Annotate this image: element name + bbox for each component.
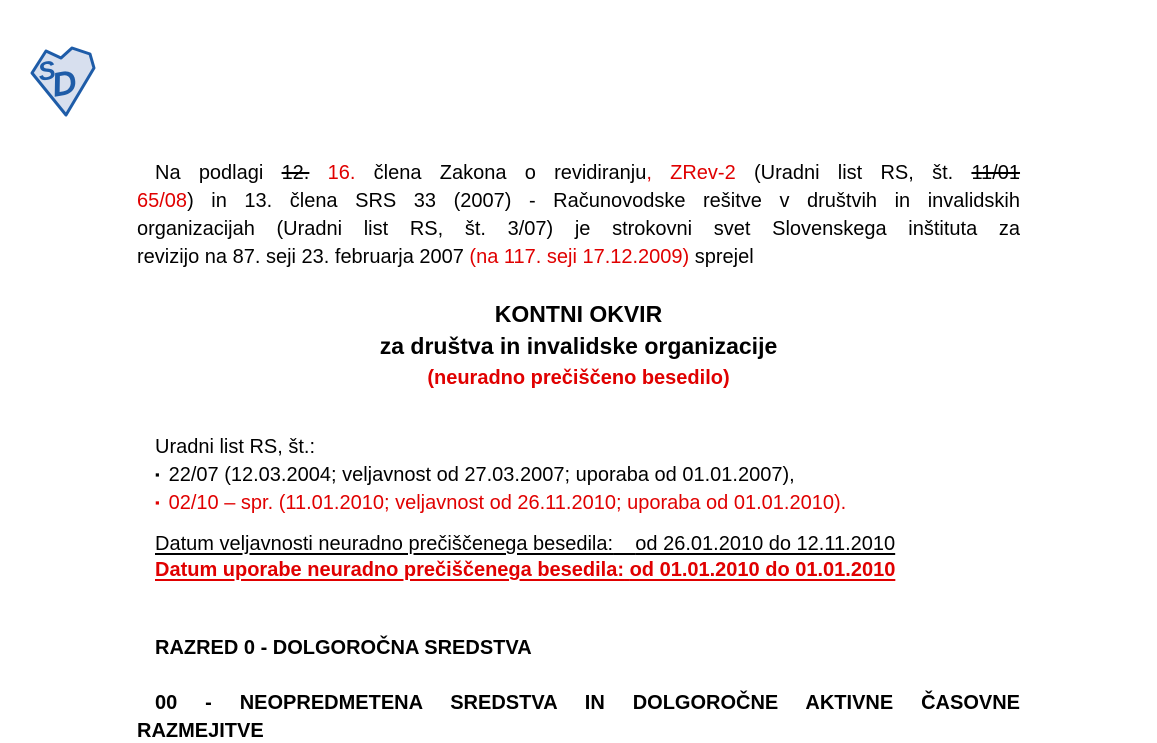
text-run: ) in 13. člena SRS 33 (2007) - Računovodske rešitve v društvih in invalidskih bbox=[187, 190, 1020, 212]
gazette-item-1 bbox=[155, 461, 1038, 489]
gazette-item-text: 02/10 – spr. (11.01.2010; veljavnost od 26.11.2010; uporaba od 01.01.2010). bbox=[168, 492, 847, 514]
heading-text: 00 - NEOPREDMETENA SREDSTVA IN DOLGOROČNE AKTIVNE ČASOVNE bbox=[155, 692, 1020, 714]
square-bullet-icon: ▪ bbox=[155, 495, 160, 510]
intro-paragraph bbox=[137, 159, 1020, 271]
title-subtitle: (neuradno prečiščeno besedilo) bbox=[427, 367, 730, 389]
logo-letter-s: S bbox=[35, 54, 58, 87]
validity-date-line bbox=[155, 531, 1038, 557]
tab-gap bbox=[613, 533, 635, 555]
deleted-text: 12. bbox=[281, 162, 310, 184]
usage-date-underlined bbox=[155, 559, 895, 581]
heading-text: RAZRED 0 - DOLGOROČNA SREDSTVA bbox=[155, 637, 532, 659]
gazette-references bbox=[137, 434, 1038, 517]
text-run: organizacijah (Uradni list RS, št. 3/07) je strokovni svet Slovenskega inštituta za bbox=[137, 218, 1020, 240]
square-bullet-icon: ▪ bbox=[155, 467, 160, 482]
intro-line-2 bbox=[137, 187, 1020, 215]
document-title bbox=[137, 298, 1020, 394]
gazette-item-text: 22/07 (12.03.2004; veljavnost od 27.03.2007; uporaba od 01.01.2007), bbox=[168, 464, 795, 486]
usage-date-line bbox=[155, 557, 1038, 583]
class-0-heading bbox=[137, 636, 1038, 660]
heading-text: RAZMEJITVE bbox=[137, 720, 264, 742]
deleted-text: 11/01 bbox=[971, 162, 1021, 184]
gazette-heading: Uradni list RS, št.: bbox=[155, 436, 316, 458]
inserted-text: 16. bbox=[309, 162, 356, 184]
title-line-1: KONTNI OKVIR bbox=[494, 301, 663, 327]
text-run: Na podlagi bbox=[155, 162, 282, 184]
class-00-heading bbox=[137, 689, 1020, 743]
validity-dates bbox=[137, 531, 1038, 583]
usage-label: Datum uporabe neuradno prečiščenega besedila: bbox=[155, 559, 625, 581]
text-run: revizijo na 87. seji 23. februarja 2007 bbox=[137, 246, 470, 268]
logo-letter-d: D bbox=[48, 63, 80, 105]
text-run: člena Zakona o revidiranju bbox=[355, 162, 647, 184]
text-run: sprejel bbox=[689, 246, 754, 268]
intro-line-4 bbox=[137, 243, 1020, 271]
gazette-item-2 bbox=[155, 489, 1038, 517]
class-00-heading-line-1 bbox=[137, 689, 1020, 717]
text-run: (Uradni list RS, št. bbox=[735, 162, 972, 184]
validity-value: od 26.01.2010 do 12.11.2010 bbox=[635, 533, 896, 555]
intro-line-3 bbox=[137, 215, 1020, 243]
inserted-text: , ZRev-2 bbox=[646, 162, 736, 184]
inserted-text: 65/08 bbox=[137, 190, 188, 212]
inserted-text: (na 117. seji 17.12.2009) bbox=[469, 246, 690, 268]
usage-value: od 01.01.2010 do 01.01.2010 bbox=[629, 559, 896, 581]
sd-institute-logo bbox=[30, 46, 96, 118]
validity-label: Datum veljavnosti neuradno prečiščenega besedila: bbox=[155, 533, 614, 555]
title-line-2: za društva in invalidske organizacije bbox=[379, 333, 778, 359]
intro-line-1 bbox=[137, 159, 1020, 187]
class-00-heading-line-2 bbox=[137, 717, 1020, 743]
validity-date-underlined bbox=[155, 533, 895, 555]
